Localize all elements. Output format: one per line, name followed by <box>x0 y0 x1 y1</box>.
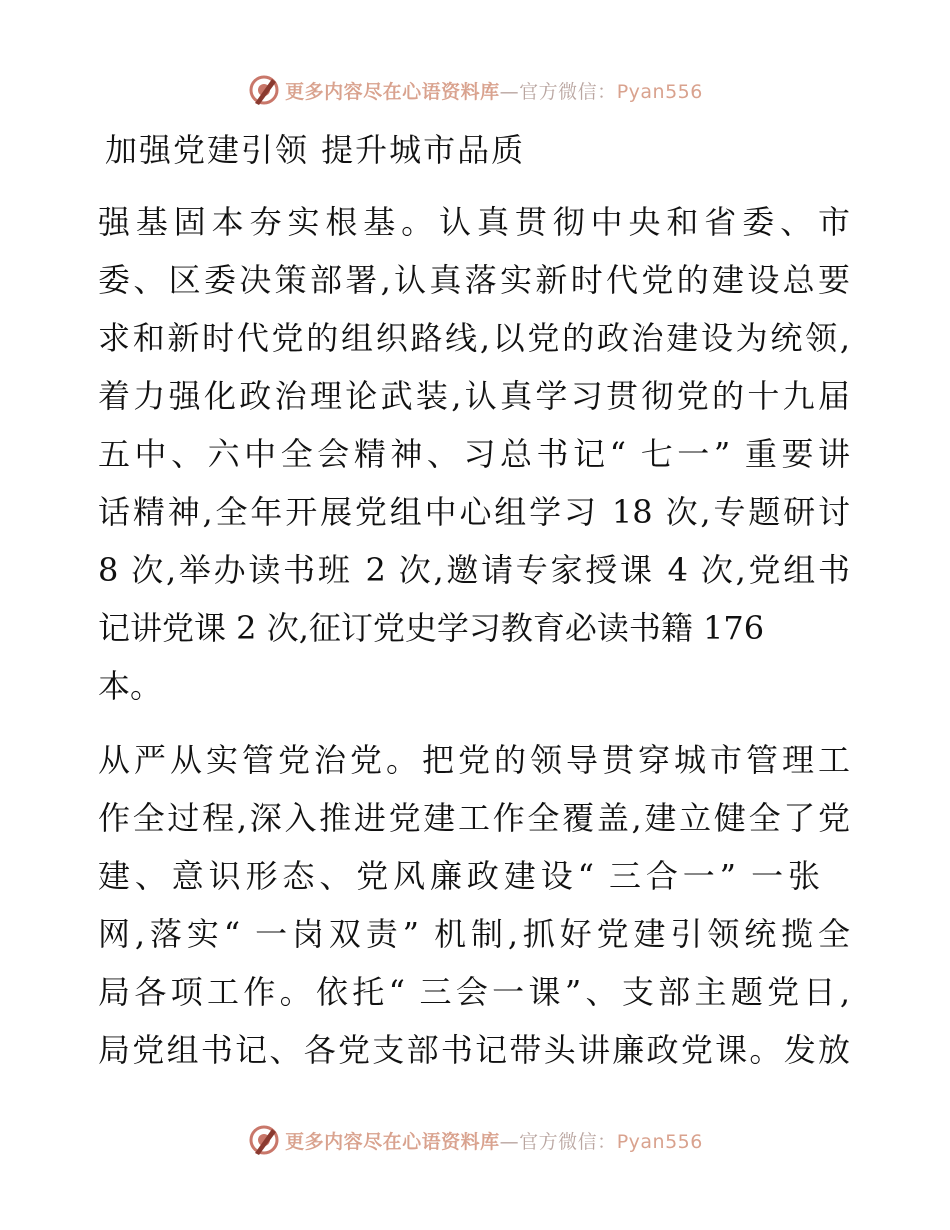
body-line: 本。 <box>98 667 163 705</box>
body-line: 委、区委决策部署,认真落实新时代党的建设总要 <box>98 261 850 299</box>
body-line: 话精神,全年开展党组中心组学习 18 次,专题研讨 <box>98 493 850 531</box>
pen-logo-icon <box>247 1123 281 1157</box>
watermark-banner-bottom <box>0 1120 950 1160</box>
watermark-wechat-label: 官方微信： <box>519 80 617 103</box>
body-line: 记讲党课 2 次,征订党史学习教育必读书籍 176 <box>98 609 765 647</box>
body-line: 从严从实管党治党。把党的领导贯穿城市管理工 <box>98 741 850 779</box>
body-line: 着力强化政治理论武装,认真学习贯彻党的十九届 <box>98 377 850 415</box>
document-title: 加强党建引领 提升城市品质 <box>105 131 526 169</box>
body-line: 强基固本夯实根基。认真贯彻中央和省委、市 <box>98 203 850 241</box>
watermark-dash: — <box>499 1130 520 1153</box>
body-line: 局各项工作。依托“ 三会一课”、支部主题党日, <box>98 973 850 1011</box>
watermark-wechat-id: Pyan556 <box>616 80 703 103</box>
body-line: 五中、六中全会精神、习总书记“ 七一” 重要讲 <box>98 435 850 473</box>
watermark-wechat-label: 官方微信： <box>519 1130 617 1153</box>
body-line: 求和新时代党的组织路线,以党的政治建设为统领, <box>98 319 850 357</box>
watermark-text <box>285 77 703 104</box>
watermark-main: 更多内容尽在心语资料库 <box>285 1130 500 1153</box>
pen-logo-icon <box>247 73 281 107</box>
watermark-banner-top <box>0 70 950 110</box>
body-line: 建、意识形态、党风廉政建设“ 三合一” 一张 <box>98 857 820 895</box>
watermark-wechat-id: Pyan556 <box>616 1130 703 1153</box>
watermark-text <box>285 1127 703 1154</box>
body-line: 8 次,举办读书班 2 次,邀请专家授课 4 次,党组书 <box>98 551 850 589</box>
watermark-main: 更多内容尽在心语资料库 <box>285 80 500 103</box>
watermark-dash: — <box>499 80 520 103</box>
body-line: 网,落实“ 一岗双责” 机制,抓好党建引领统揽全 <box>98 915 850 953</box>
body-line: 作全过程,深入推进党建工作全覆盖,建立健全了党 <box>98 799 850 837</box>
body-line: 局党组书记、各党支部书记带头讲廉政党课。发放 <box>98 1031 850 1069</box>
